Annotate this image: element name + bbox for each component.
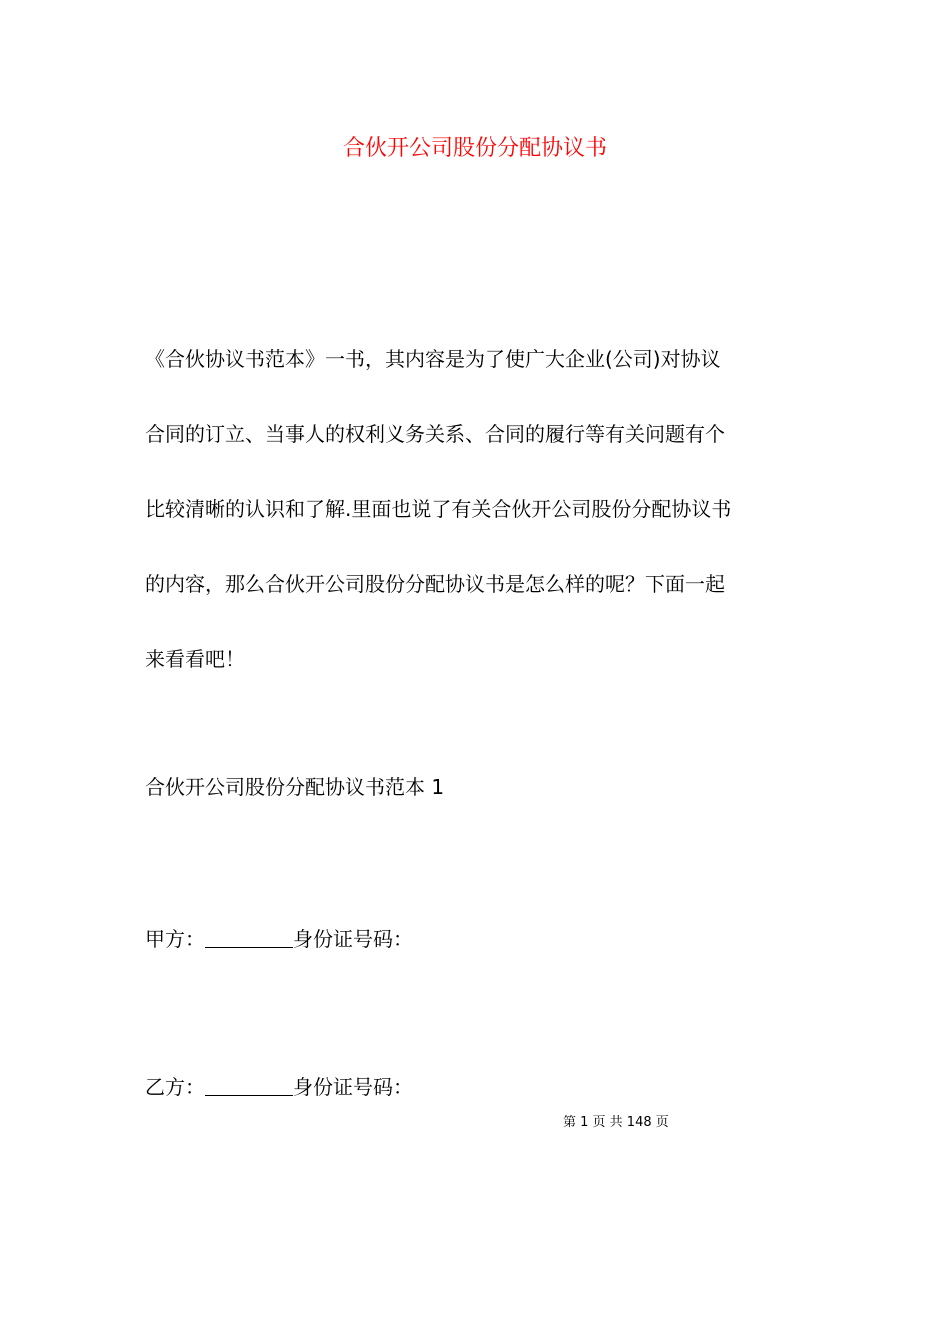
party-b-name-blank [205,1073,293,1096]
party-a-name-blank [205,925,293,948]
page-number-footer: 第 1 页 共 148 页 [563,1115,669,1130]
section-heading: 合伙开公司股份分配协议书范本 1 [145,775,445,799]
party-a-label: 甲方： [145,927,205,951]
party-a-row [145,924,413,954]
intro-line: 的内容，那么合伙开公司股份分配协议书是怎么样的呢？下面一起 [145,572,725,596]
party-a-id-label: 身份证号码： [293,927,413,951]
party-b-row [145,1072,413,1102]
intro-line: 《合伙协议书范本》一书，其内容是为了使广大企业(公司)对协议 [145,347,721,371]
party-b-id-label: 身份证号码： [293,1075,413,1099]
document-title: 合伙开公司股份分配协议书 [342,136,607,161]
party-b-label: 乙方： [145,1075,205,1099]
intro-line: 比较清晰的认识和了解.里面也说了有关合伙开公司股份分配协议书 [145,497,732,521]
intro-line: 来看看吧！ [145,647,245,671]
intro-line: 合同的订立、当事人的权利义务关系、合同的履行等有关问题有个 [145,422,725,446]
intro-paragraph [145,322,810,697]
